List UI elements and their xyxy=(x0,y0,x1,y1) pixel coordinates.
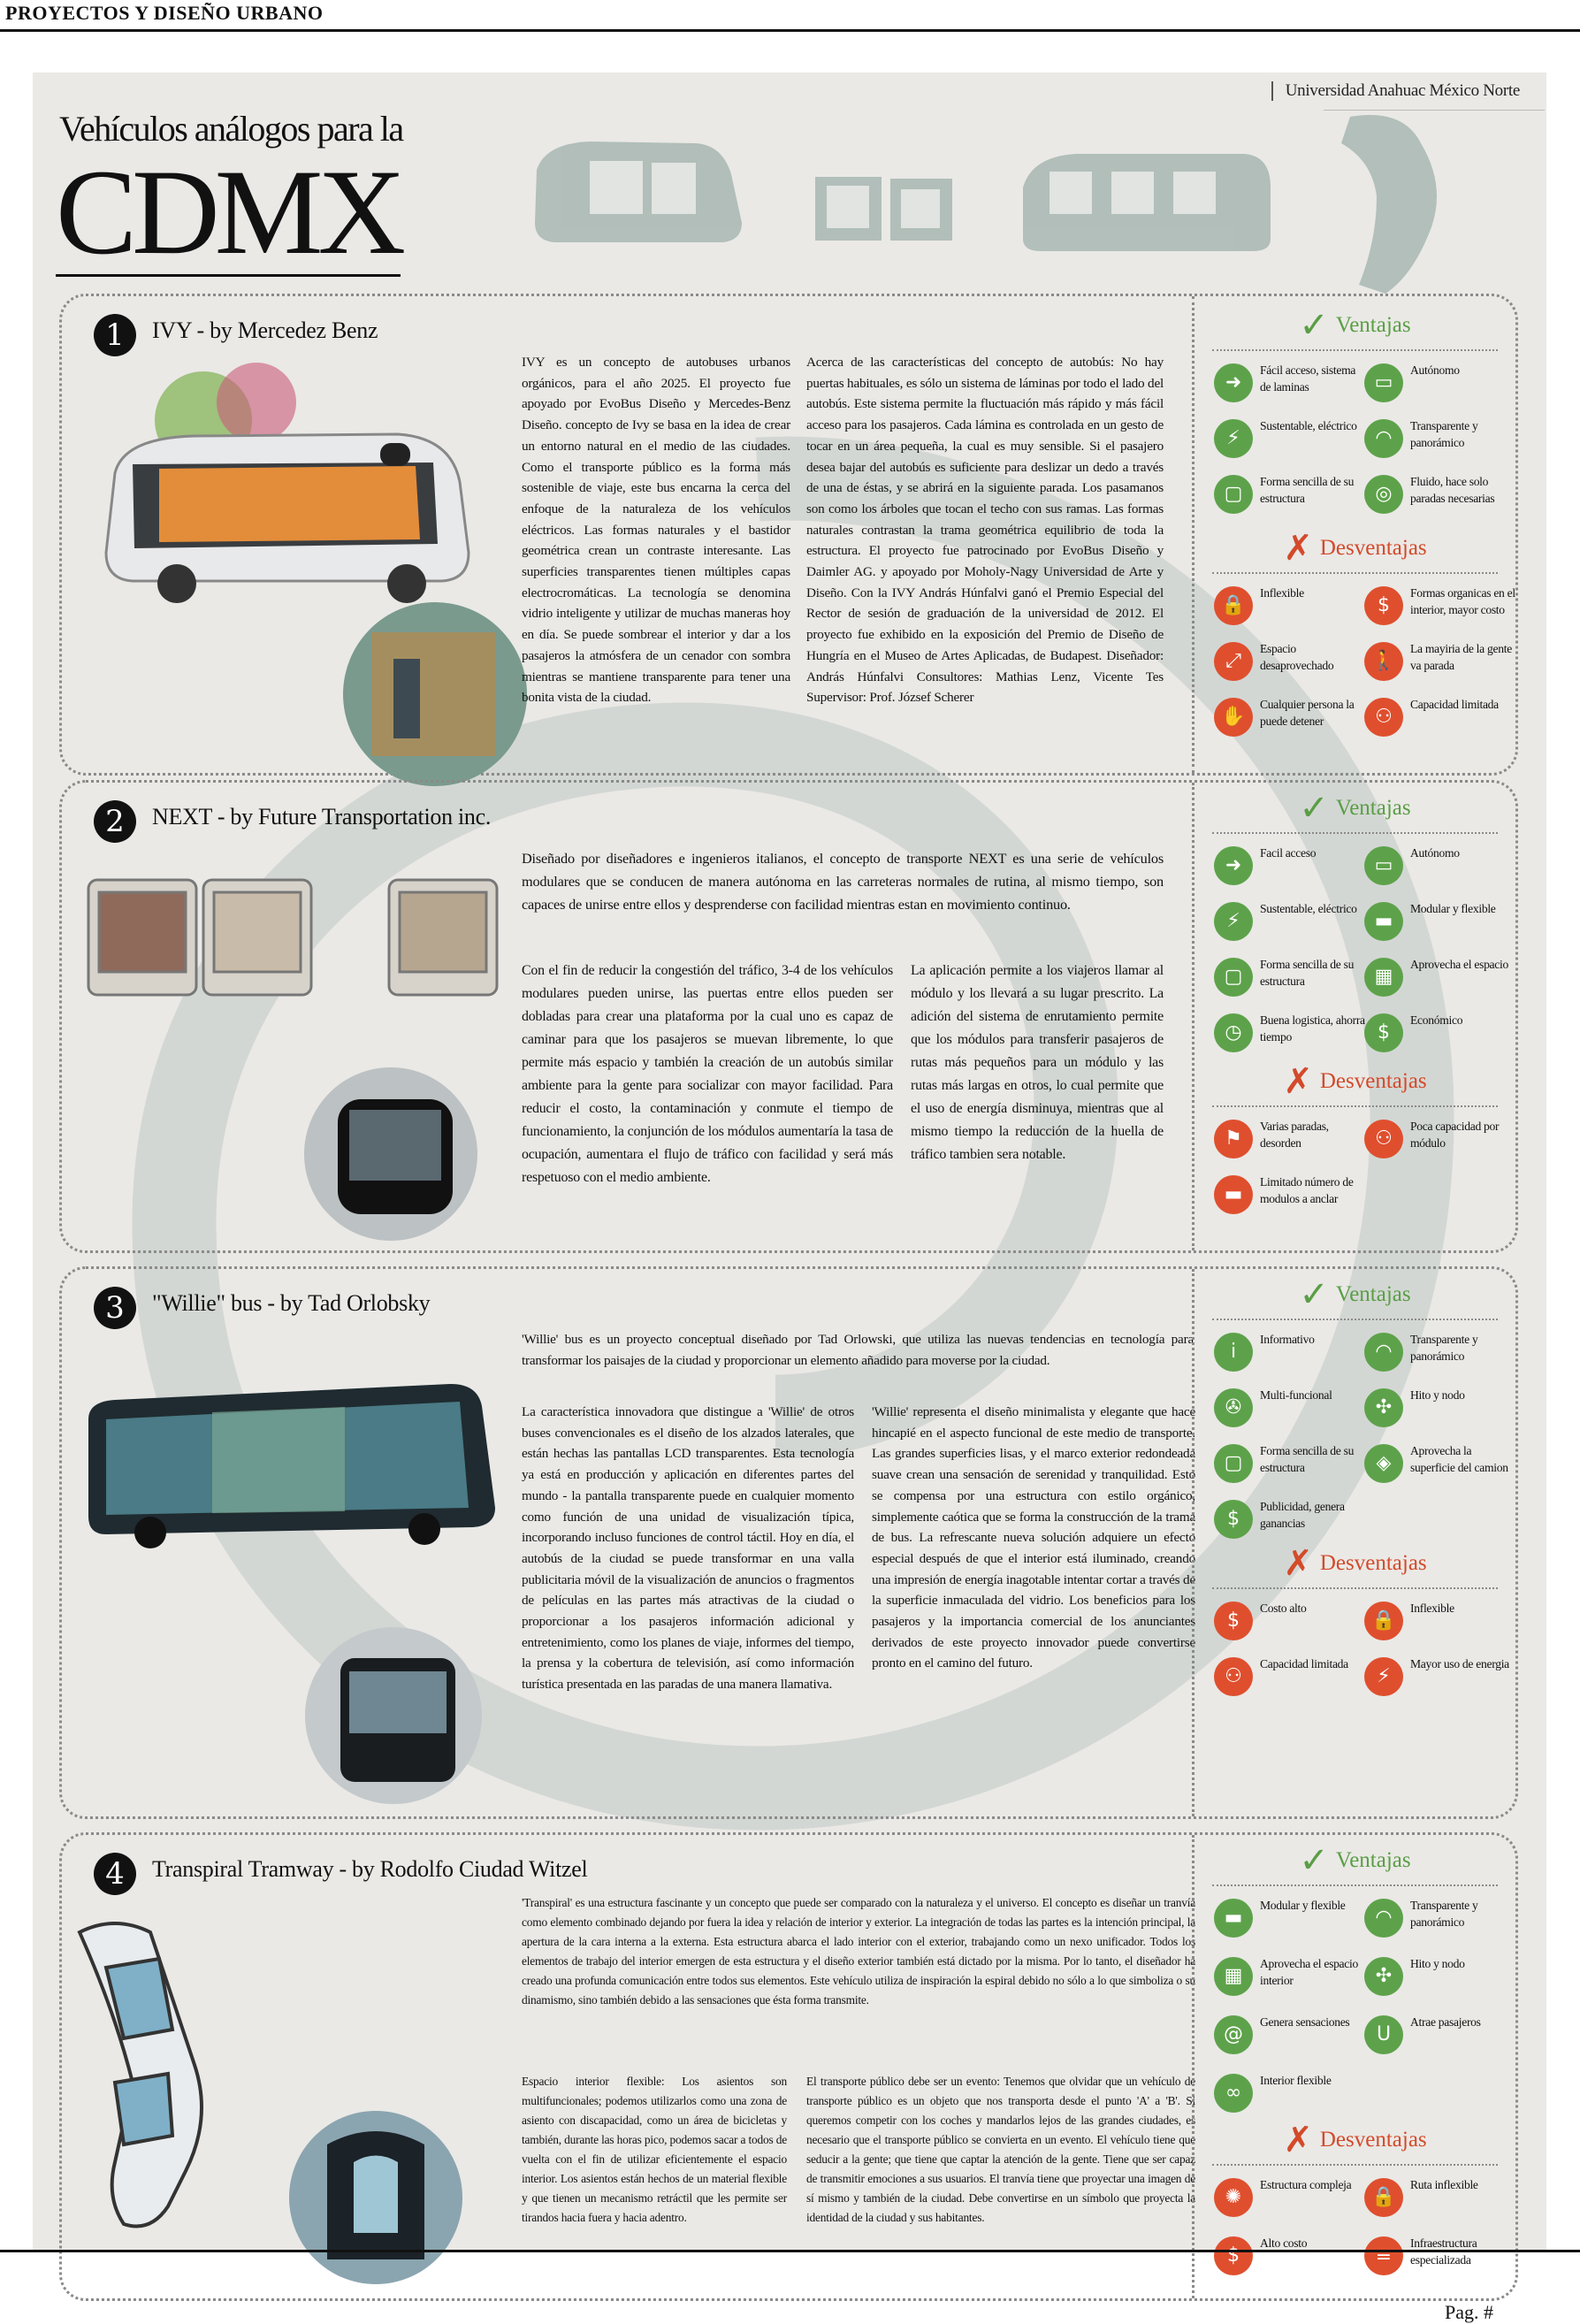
ventaja-label: Multi-funcional xyxy=(1260,1388,1332,1402)
section-body-col1: Espacio interior flexible: Los asientos son multifuncionales; podemos utilizarlos como una zona de asiento con discapacidad, como un área de bicicletas y también, durante las horas pico, podemos sacar a todos de vuelta con el fin de utilizar eficientemente el espacio interior. Los asientos están hechos de un material flexible y que tienen un mecanismo retráctil que les permite ser tirandos hacia fuera y hacia adentro. xyxy=(522,2075,787,2224)
ventaja-label: Hito y nodo xyxy=(1410,1957,1465,1970)
section-intro: 'Transpiral' es una estructura fascinante y un concepto que puede ser comparado con la naturaleza y el universo. El concepto es diseñar un tranvía como elemento combinado dejando por fuera la idea y relación de interior y exterior. La integración de todas las partes es la intención principal, la apertura de la cara interna a la externa. Esta estructura abarca el lado interior con el exterior, trabajando como un nexo unificador. Todos los elementos de trabajo del interior emergen de esta estructura y el diseño exterior también está dictado por la misma. Por lo tanto, el diseñador ha creado una profunda comunicación entre todos sus elementos. Este vehículo utiliza de inspiración la espiral debido no sólo a lo que simboliza o su dinamismo, sino también debido a las sensaciones que ésta forma transmite. xyxy=(522,1896,1195,2007)
desventaja-label: Cualquier persona la puede detener xyxy=(1260,698,1355,728)
ventaja-item xyxy=(1214,1496,1364,1540)
desventaja-label: Estructura compleja xyxy=(1260,2178,1352,2191)
desventaja-item xyxy=(1364,1598,1515,1642)
desventaja-item xyxy=(1214,1654,1364,1698)
desventaja-label: Costo alto xyxy=(1260,1602,1307,1615)
desventaja-item xyxy=(1364,2175,1515,2219)
panoramic-icon: ◠ xyxy=(1364,419,1403,458)
desventaja-label: Varias paradas, desorden xyxy=(1260,1120,1329,1150)
revenue-icon: $ xyxy=(1214,1500,1253,1539)
ventaja-label: Autónomo xyxy=(1410,363,1460,377)
desventaja-label: Poca capacidad por módulo xyxy=(1410,1120,1500,1150)
ventaja-item xyxy=(1364,1329,1515,1373)
ventaja-item xyxy=(1364,1385,1515,1429)
capacity-icon: ⚇ xyxy=(1214,1657,1253,1696)
desventajas-heading: ✗ Desventajas xyxy=(1283,2120,1427,2160)
surface-icon: ◈ xyxy=(1364,1444,1403,1483)
section-willie xyxy=(59,1266,1518,1819)
desventaja-item xyxy=(1364,583,1515,627)
ventaja-item xyxy=(1364,898,1515,943)
ventaja-item xyxy=(1214,843,1364,887)
film-icon: ✇ xyxy=(1214,1388,1253,1427)
ventaja-label: Hito y nodo xyxy=(1410,1388,1465,1402)
desventaja-item xyxy=(1214,1598,1364,1642)
section-title: "Willie" bus - by Tad Orlobsky xyxy=(152,1290,431,1316)
desventaja-label: Capacidad limitada xyxy=(1260,1657,1348,1670)
desventaja-label: La mayiria de la gente va parada xyxy=(1410,642,1512,672)
hub-icon: ✣ xyxy=(1364,1957,1403,1996)
cost-icon: $ xyxy=(1214,1602,1253,1640)
ventaja-item xyxy=(1214,2070,1364,2114)
section-title: NEXT - by Future Transportation inc. xyxy=(152,804,492,829)
desventaja-label: Inflexible xyxy=(1260,586,1304,600)
desventajas-heading: ✗ Desventajas xyxy=(1283,1543,1427,1584)
willie-pros-cons-panel xyxy=(1192,1269,1515,1816)
ventaja-item xyxy=(1214,1329,1364,1373)
section-ivy xyxy=(59,294,1518,776)
hand-icon: ✋ xyxy=(1214,698,1253,737)
modular-icon: ▬ xyxy=(1214,1899,1253,1938)
ventajas-heading: ✓ Ventajas xyxy=(1299,1840,1411,1881)
ventaja-item xyxy=(1364,360,1515,404)
ventaja-label: Informativo xyxy=(1260,1333,1315,1346)
stops-icon: ⚑ xyxy=(1214,1120,1253,1158)
desventaja-item xyxy=(1364,1116,1515,1160)
ventaja-item xyxy=(1364,1895,1515,1939)
desventaja-item xyxy=(1214,694,1364,738)
header-vehicle-silhouettes xyxy=(510,90,1536,302)
ventaja-label: Económico xyxy=(1410,1013,1463,1027)
ivy-pros-cons-panel xyxy=(1192,296,1515,773)
ivy-bus-image xyxy=(80,367,575,783)
willie-bus-image xyxy=(80,1366,504,1808)
ventaja-item xyxy=(1364,1953,1515,1998)
ventaja-label: Modular y flexible xyxy=(1410,902,1496,915)
ventajas-heading: ✓ Ventajas xyxy=(1299,1274,1411,1315)
transpiral-pros-cons-panel xyxy=(1192,1835,1515,2298)
ventaja-label: Forma sencilla de su estructura xyxy=(1260,958,1355,988)
ventaja-item xyxy=(1364,1441,1515,1485)
cost-icon: $ xyxy=(1214,2236,1253,2275)
section-next xyxy=(59,780,1518,1253)
footer-rule xyxy=(0,2250,1580,2252)
page-number: Pag. # xyxy=(1445,2301,1493,2323)
desventaja-item xyxy=(1214,2233,1364,2277)
ventaja-label: Atrae pasajeros xyxy=(1410,2015,1481,2029)
door-enter-icon: ➜ xyxy=(1214,363,1253,402)
desventaja-label: Capacidad limitada xyxy=(1410,698,1499,711)
section-transpiral xyxy=(59,1832,1518,2301)
ventaja-item xyxy=(1214,416,1364,460)
desventajas-heading: ✗ Desventajas xyxy=(1283,1061,1427,1102)
ventaja-item xyxy=(1364,1010,1515,1054)
ventaja-label: Fluido, hace solo paradas necesarias xyxy=(1410,475,1495,505)
ventaja-item xyxy=(1214,360,1364,404)
cube-icon: ▢ xyxy=(1214,1444,1253,1483)
ventaja-item xyxy=(1364,471,1515,516)
capacity-icon: ⚇ xyxy=(1364,698,1403,737)
ventaja-label: Modular y flexible xyxy=(1260,1899,1346,1912)
cube-icon: ▢ xyxy=(1214,958,1253,997)
door-enter-icon: ➜ xyxy=(1214,846,1253,885)
desventaja-label: Inflexible xyxy=(1410,1602,1454,1615)
rail-icon: ≡ xyxy=(1364,2236,1403,2275)
ventajas-heading: ✓ Ventajas xyxy=(1299,305,1411,346)
ventaja-item xyxy=(1214,954,1364,998)
ventaja-item xyxy=(1214,2012,1364,2056)
desventaja-item xyxy=(1364,638,1515,683)
desventaja-item xyxy=(1364,1654,1515,1698)
header-bar xyxy=(0,0,1580,32)
ventaja-item xyxy=(1214,1953,1364,1998)
ventaja-label: Genera sensaciones xyxy=(1260,2015,1350,2029)
ventaja-item xyxy=(1364,416,1515,460)
ventaja-label: Transparente y panorámico xyxy=(1410,1899,1478,1929)
autonomous-icon: ▭ xyxy=(1364,363,1403,402)
desventaja-label: Alto costo xyxy=(1260,2236,1308,2250)
complex-icon: ✺ xyxy=(1214,2178,1253,2217)
hub-icon: ✣ xyxy=(1364,1388,1403,1427)
desventaja-label: Infraestructura especializada xyxy=(1410,2236,1477,2267)
next-modules-image xyxy=(80,871,513,1242)
ventaja-label: Sustentable, eléctrico xyxy=(1260,419,1357,432)
ventaja-label: Facil acceso xyxy=(1260,846,1317,860)
section-title: Transpiral Tramway - by Rodolfo Ciudad Witzel xyxy=(152,1856,588,1882)
space-icon: ⤢ xyxy=(1214,642,1253,681)
transpiral-tram-image xyxy=(62,1906,504,2304)
ventaja-label: Fácil acceso, sistema de laminas xyxy=(1260,363,1356,394)
ventaja-label: Autónomo xyxy=(1410,846,1460,860)
ventaja-label: Interior flexible xyxy=(1260,2074,1332,2087)
ventaja-label: Sustentable, eléctrico xyxy=(1260,902,1357,915)
grid-icon: ▦ xyxy=(1214,1957,1253,1996)
page-subtitle: Vehículos análogos para la xyxy=(59,109,403,149)
desventajas-heading: ✗ Desventajas xyxy=(1283,528,1427,569)
desventaja-item xyxy=(1214,2175,1364,2219)
ventaja-label: Forma sencilla de su estructura xyxy=(1260,1444,1355,1474)
ventajas-heading: ✓ Ventajas xyxy=(1299,788,1411,829)
magnet-icon: U xyxy=(1364,2015,1403,2054)
lightning-icon: ⚡ xyxy=(1214,902,1253,941)
section-title: IVY - by Mercedez Benz xyxy=(152,317,378,343)
desventaja-label: Limitado número de modulos a anclar xyxy=(1260,1175,1354,1205)
header-section-title: PROYECTOS Y DISEÑO URBANO xyxy=(5,2,324,24)
desventaja-item xyxy=(1214,583,1364,627)
desventaja-label: Formas organicas en el interior, mayor costo xyxy=(1410,586,1515,616)
panoramic-icon: ◠ xyxy=(1364,1333,1403,1372)
section-body-col1: Con el fin de reducir la congestión del tráfico, 3-4 de los vehículos modulares pueden unirse, las puertas entre ellos pueden ser dobladas para crear una plataforma por la cual uno es capaz de caminar para que los pasajeros se muevan libremente, lo que permite más espacio y también la creación de un autobús similar ambiente para la gente para socializar con mayor facilidad. Para reducir el costo, la contaminación y conmute el tiempo de funcionamiento, la conjunción de los módulos aumentaría la tasa de ocupación, aumentara el flujo de tráfico con facilidad y será más respetuoso con el medio ambiente. xyxy=(522,963,893,1185)
section-intro: Diseñado por diseñadores e ingenieros italianos, el concepto de transporte NEXT es una serie de vehículos modulares que se conducen de manera autónoma en las carreteras normales de rutina, al mismo tiempo, son capaces de unirse entre ellos y desprenderse con facilidad mientras estan en movimiento continuo. xyxy=(522,850,1164,913)
desventaja-item xyxy=(1214,1172,1364,1216)
poster xyxy=(33,73,1546,2323)
ventaja-label: Forma sencilla de su estructura xyxy=(1260,475,1355,505)
desventaja-item xyxy=(1364,2233,1515,2277)
lightning-icon: ⚡ xyxy=(1214,419,1253,458)
page-title: CDMX xyxy=(56,144,401,279)
ventaja-item xyxy=(1364,954,1515,998)
ventaja-label: Transparente y panorámico xyxy=(1410,419,1478,449)
flow-icon: ◎ xyxy=(1364,475,1403,514)
desventaja-item xyxy=(1214,1116,1364,1160)
section-number: 4 xyxy=(94,1853,136,1895)
desventaja-label: Ruta inflexible xyxy=(1410,2178,1478,2191)
economy-icon: $ xyxy=(1364,1013,1403,1052)
modules-icon: ▬ xyxy=(1214,1175,1253,1214)
lock-icon: 🔒 xyxy=(1214,586,1253,625)
ventaja-label: Buena logistica, ahorra tiempo xyxy=(1260,1013,1365,1044)
lock-icon: 🔒 xyxy=(1364,2178,1403,2217)
cube-icon: ▢ xyxy=(1214,475,1253,514)
ventaja-label: Publicidad, genera ganancias xyxy=(1260,1500,1345,1530)
ventaja-item xyxy=(1214,471,1364,516)
ventaja-item xyxy=(1214,1441,1364,1485)
next-pros-cons-panel xyxy=(1192,783,1515,1250)
desventaja-item xyxy=(1214,638,1364,683)
cost-icon: $ xyxy=(1364,586,1403,625)
section-number: 3 xyxy=(94,1287,136,1329)
info-icon: i xyxy=(1214,1333,1253,1372)
ventaja-label: Aprovecha el espacio xyxy=(1410,958,1509,971)
ventaja-item xyxy=(1214,1010,1364,1054)
flex-icon: ∞ xyxy=(1214,2074,1253,2113)
desventaja-item xyxy=(1364,694,1515,738)
ventaja-label: Transparente y panorámico xyxy=(1410,1333,1478,1363)
spiral-icon: @ xyxy=(1214,2015,1253,2054)
section-body-col2: La aplicación permite a los viajeros llamar al módulo y los llevará a su lugar prescrito. La adición del sistema de enrutamiento permite que los módulos para transferir pasajeros de rutas más pequeños para un módulo y las rutas más largas en otros, lo cual permite que el uso de energía disminuya, mientras que al mismo tiempo la reducción de la huella de tráfico tambien sera notable. xyxy=(911,963,1164,1162)
section-body-col1: IVY es un concepto de autobuses urbanos orgánicos, para el año 2025. El proyecto fue apoyado por EvoBus Diseño y Mercedes-Benz Diseño. concepto de Ivy se basa en la idea de crear un entorno natural en el medio de las ciudades. Como el transporte público es la forma más sostenible de viaje, este bus encarna la cerca del enfoque de la naturaleza de los vehículos eléctricos. Las formas naturales y el bastidor geométrica crean un contraste interesante. Las superficies transparentes tienen múltiples capas electrocromáticas. La tecnología se denomina vidrio inteligente y utilizar de muchas maneras hoy en día. Se puede sombrear el interior y dar a los pasajeros la atmósfera de un cenador con sombra mientras se mantiene transparente para tener una bonita vista de la ciudad. xyxy=(522,355,790,706)
panoramic-icon: ◠ xyxy=(1364,1899,1403,1938)
capacity-icon: ⚇ xyxy=(1364,1120,1403,1158)
ventaja-item xyxy=(1214,898,1364,943)
ventaja-item xyxy=(1214,1895,1364,1939)
ventaja-label: Aprovecha la superficie del camion xyxy=(1410,1444,1508,1474)
section-body-col2: 'Willie' representa el diseño minimalista y elegante que hace hincapié en el aspecto funcional de este medio de transporte. Las grandes superficies lisas, y el marco exterior redondeada suave crean una sensación de serenidad y tranquilidad. Esto se compensa por una estructura con estilo orgánico, simplemente caótica que se forma la construcción de la trama de bus. La refrescante nueva solución adquiere un efecto especial después de que el interior está iluminado, creando una impresión de energía inagotable intentar cortar a través de la superficie inmaculada del vidrio. Los beneficios para los pasajeros y la importancia comercial de los anunciantes derivados de este proyecto innovador puede convertirse pronto en el camino del futuro. xyxy=(872,1404,1195,1671)
ventaja-item xyxy=(1214,1385,1364,1429)
standing-icon: 🚶 xyxy=(1364,642,1403,681)
section-number: 1 xyxy=(94,314,136,356)
ventaja-label: Aprovecha el espacio interior xyxy=(1260,1957,1359,1987)
desventaja-label: Espacio desaprovechado xyxy=(1260,642,1334,672)
ventaja-item xyxy=(1364,2012,1515,2056)
grid-icon: ▦ xyxy=(1364,958,1403,997)
desventaja-label: Mayor uso de energia xyxy=(1410,1657,1509,1670)
modular-icon: ▬ xyxy=(1364,902,1403,941)
autonomous-icon: ▭ xyxy=(1364,846,1403,885)
ventaja-item xyxy=(1364,843,1515,887)
university-name: Universidad Anahuac México Norte xyxy=(1271,81,1520,101)
section-body-col1: La característica innovadora que distingue a 'Willie' de otros buses convencionales es el diseño de los alzados laterales, que están hechas las pantallas LCD transparentes. Esta tecnología ya está en producción y aplicación en diferentes partes del mundo - la pantalla transparente puede en cualquier momento como función de una unidad de visualización típica, incorporando incluso funciones de control táctil. Hoy en día, el autobús de la ciudad se puede transformar en una valla publicitaria móvil de la visualización de anuncios o fragmentos de películas en las partes más atractivas de la ciudad o proporcionar a los pasajeros información adicional y entretenimiento, como los planes de viaje, informes del tiempo, la prensa y la cobertura de televisión, así como información turística presentada en las paradas de una manera llamativa. xyxy=(522,1404,854,1693)
clock-icon: ◷ xyxy=(1214,1013,1253,1052)
section-number: 2 xyxy=(94,800,136,843)
section-body-col2: Acerca de las características del concepto de autobús: No hay puertas habituales, es sólo un sistema de láminas por todo el lado del autobús. Este sistema permite la fluctuación más rápido y más fácil acceso para los pasajeros. Cada lámina es controlada en un gesto de tocar en un área pequeña, la cual es muy sensible. Si el pasajero desea bajar del autobús es suficiente para deslizar un dedo a través de una de éstas, y se abrirá en la siguiente parada. Los pasamanos son como los árboles que tocan el techo con sus ramas. Las formas naturales contrastan la trama geométrica equilibrio de toda la estructura. El proyecto fue patrocinado por EvoBus Diseño y Daimler AG. y apoyado por Moholy-Nagy Universidad de Arte y Diseño. Con la IVY András Húnfalvi ganó el Premio Especial del Rector de sesión de graduación de la universidad de 2012. El proyecto fue exhibido en la exposición del Premio de Diseño de Hungría en el Museo de Artes Aplicadas, de Budapest. Diseñador: András Húnfalvi Consultores: Mathias Lenz, Vicente Tes Supervisor: Prof. József Scherer xyxy=(806,355,1164,706)
section-body-col2: El transporte público debe ser un evento: Tenemos que olvidar que un vehículo de transporte público es un objeto que nos transporta desde el punto 'A' a 'B'. Si queremos competir con los coches y mandarlos lejos de las grandes ciudades, es necesario que el transporte público se convierta en un evento. El vehículo tiene que seducir a la gente; que tiene que captar la atención de la gente. Tiene que ser capaz de transmitir emociones a sus usuarios. El tranvía tiene que proyectar una imagen de sí mismo y también de la ciudad. Debe convertirse en un símbolo que proyecta la identidad de la ciudad y sus habitantes. xyxy=(806,2075,1195,2224)
lock-icon: 🔒 xyxy=(1364,1602,1403,1640)
energy-icon: ⚡ xyxy=(1364,1657,1403,1696)
section-intro: 'Willie' bus es un proyecto conceptual diseñado por Tad Orlowski, que utiliza las nuevas tendencias en tecnología para transformar los paisajes de la ciudad y proporcionar un elemento añadido para moverse por la ciudad. xyxy=(522,1332,1194,1368)
